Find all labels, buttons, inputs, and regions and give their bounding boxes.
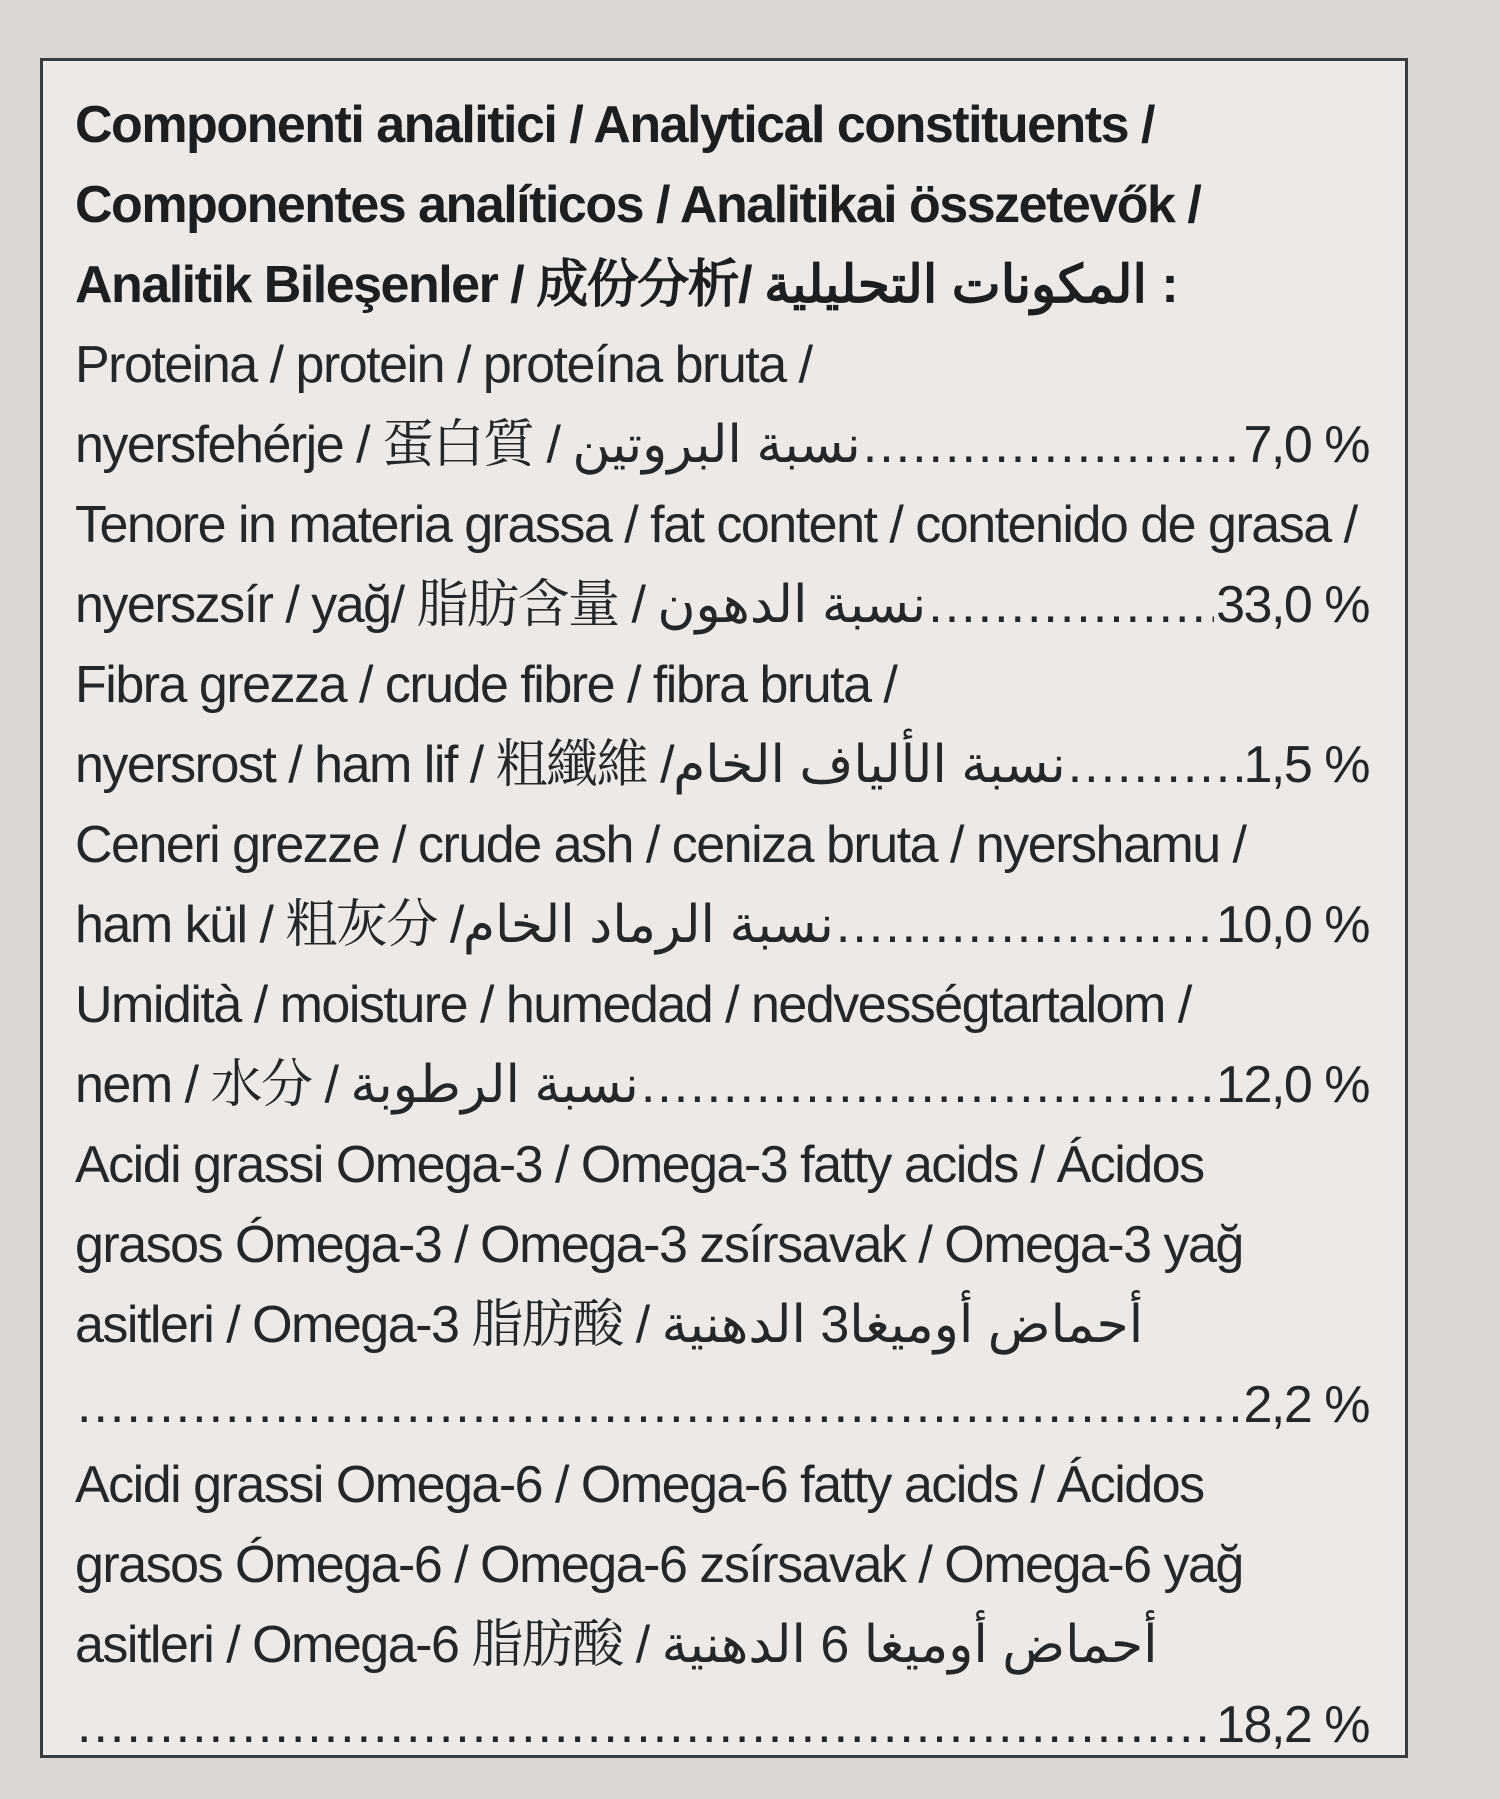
constituent-value-line [75,885,1369,965]
dot-leader [77,1685,1214,1765]
constituent-label-last: nem / 水分 / نسبة الرطوبة [75,1056,639,1114]
constituent-label-line: Tenore in materia grassa / fat content / contenido de grasa / [75,496,1357,554]
constituent-label-line: grasos Ómega-3 / Omega-3 zsírsavak / Omega-3 yağ [75,1216,1243,1274]
constituent-omega-6 [75,1445,1369,1765]
constituent-value-line [75,1045,1369,1125]
constituent-label-line: Fibra grezza / crude fibre / fibra bruta / [75,656,897,714]
dot-leader [836,885,1214,965]
constituent-value: 12,0 % [1216,1056,1369,1114]
constituent-value-line [75,725,1369,805]
dot-leader [863,405,1242,485]
constituent-value: 2,2 % [1243,1376,1369,1434]
constituent-value: 10,0 % [1216,896,1369,954]
constituent-fibre [75,645,1369,805]
dot-leader [1068,725,1242,805]
constituent-label-line: grasos Ómega-6 / Omega-6 zsírsavak / Omega-6 yağ [75,1536,1243,1594]
constituent-label-line: Ceneri grezze / crude ash / ceniza bruta / nyershamu / [75,816,1246,874]
constituent-label-last: nyersfehérje / 蛋白質 / نسبة البروتين [75,416,861,474]
header-line-2: Componentes analíticos / Analitikai összetevők / [75,176,1201,234]
constituent-label-line: asitleri / Omega-6 脂肪酸 / أحماض أوميغا 6 الدهنية [75,1616,1158,1674]
constituent-value: 33,0 % [1216,576,1369,634]
constituent-value: 1,5 % [1243,736,1369,794]
constituent-label-last: nyerszsír / yağ/ 脂肪含量 / نسبة الدهون [75,576,927,634]
constituent-label-line: Proteina / protein / proteína bruta / [75,336,812,394]
constituent-moisture [75,965,1369,1125]
constituent-label-line: Umidità / moisture / humedad / nedvességtartalom / [75,976,1191,1034]
constituent-protein [75,325,1369,485]
constituent-label-line: Acidi grassi Omega-6 / Omega-6 fatty acids / Ácidos [75,1456,1204,1514]
analytical-constituents-panel [40,58,1408,1758]
header-line-3: Analitik Bileşenler / 成份分析/ المكونات التحليلية : [75,256,1179,314]
constituent-label-line: asitleri / Omega-3 脂肪酸 / أحماض أوميغا3 الدهنية [75,1296,1144,1354]
constituent-value-line [75,405,1369,485]
constituent-fat [75,485,1369,645]
constituent-value-line [75,1365,1369,1445]
constituent-value-line [75,1685,1369,1765]
constituent-label-line: Acidi grassi Omega-3 / Omega-3 fatty acids / Ácidos [75,1136,1204,1194]
constituent-value-line [75,565,1369,645]
constituent-omega-3 [75,1125,1369,1445]
header-line-1: Componenti analitici / Analytical constituents / [75,96,1154,154]
constituent-value: 18,2 % [1216,1696,1369,1754]
constituent-ash [75,805,1369,965]
dot-leader [77,1365,1242,1445]
constituent-label-last: nyersrost / ham lif / 粗纖維 /نسبة الألياف الخام [75,736,1066,794]
dot-leader [928,565,1214,645]
dot-leader [641,1045,1214,1125]
constituent-label-last: ham kül / 粗灰分 /نسبة الرماد الخام [75,896,834,954]
constituent-value: 7,0 % [1243,416,1369,474]
